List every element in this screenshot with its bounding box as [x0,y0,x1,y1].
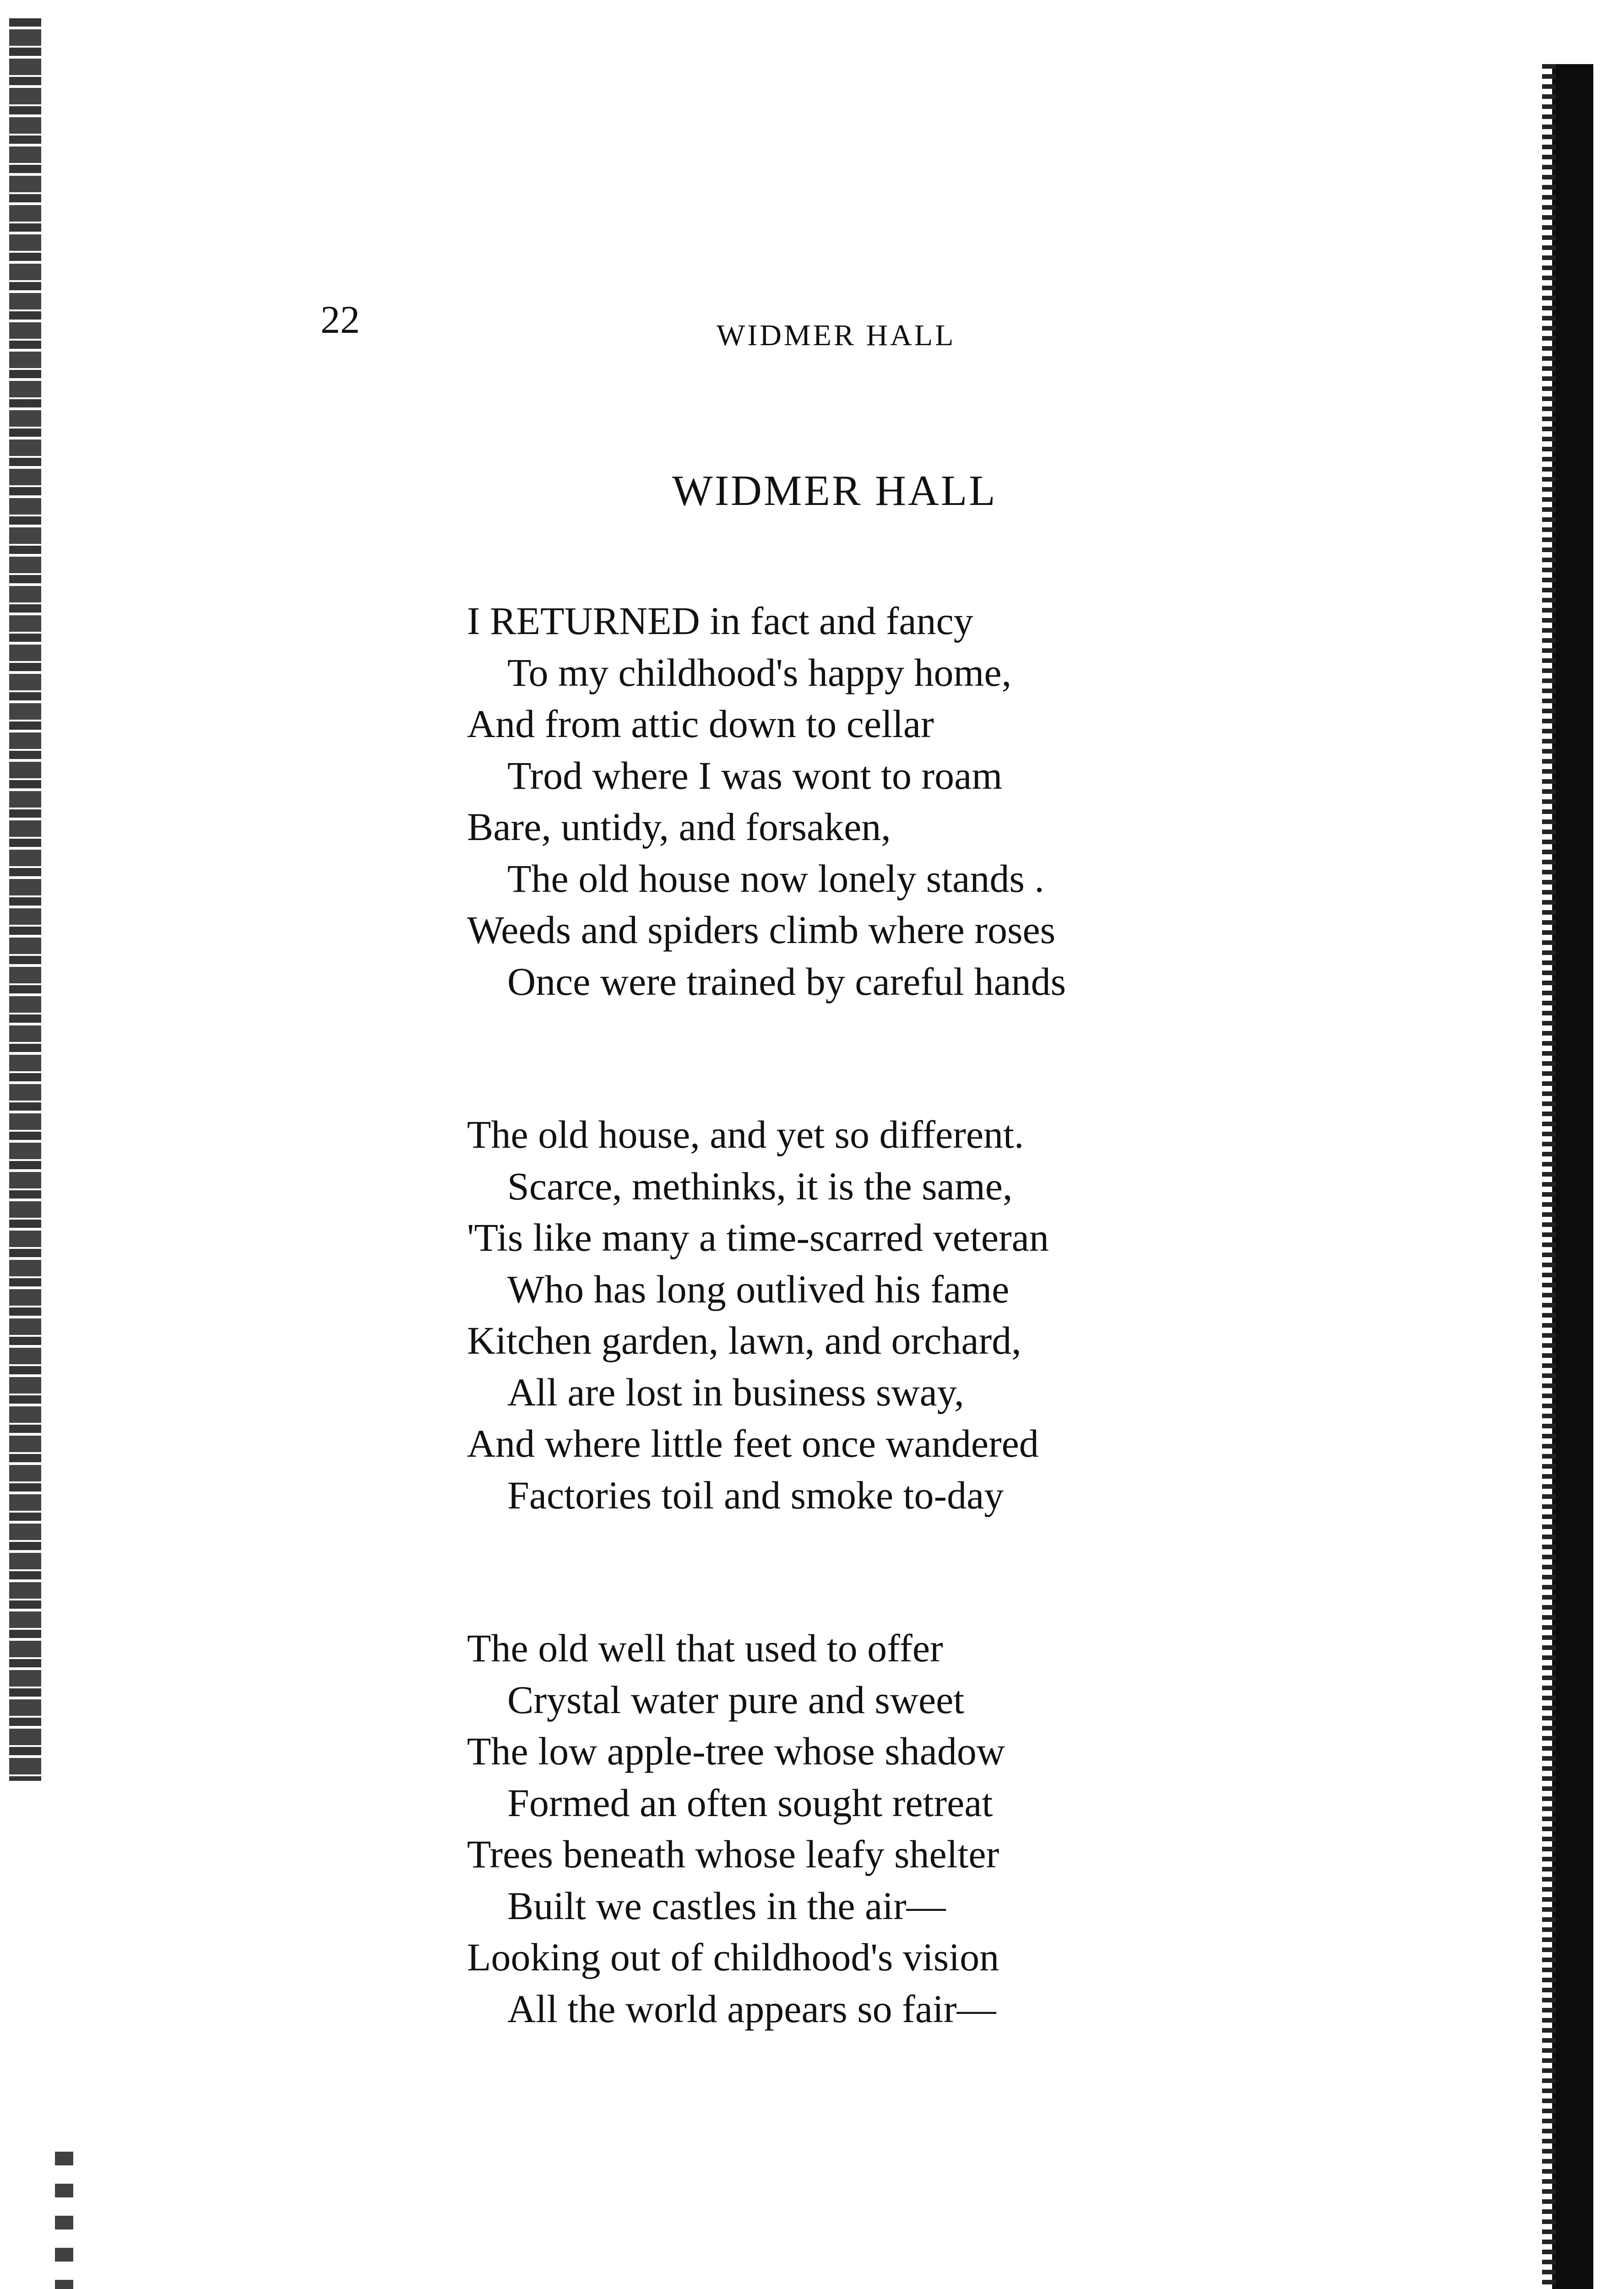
poem-line: All the world appears so fair— [507,1986,996,2031]
poem-line: The old house now lonely stands . [507,856,1044,900]
poem-line: All are lost in business sway, [507,1370,964,1414]
poem-line: Once were trained by careful hands [507,959,1066,1003]
poem-line: Crystal water pure and sweet [507,1677,965,1722]
running-head: WIDMER HALL [717,319,956,352]
poem-line: And from attic down to cellar [467,702,934,746]
poem-line: Kitchen garden, lawn, and orchard, [467,1318,1021,1362]
poem-line: Factories toil and smoke to-day [507,1473,1004,1517]
poem-line: Formed an often sought retreat [507,1780,993,1825]
poem-body [467,595,1474,2136]
scan-edge-left-lower [55,2152,73,2289]
poem-line: Looking out of childhood's vision [467,1935,999,1979]
poem-line: Built we castles in the air— [507,1883,946,1928]
poem-line: Trees beneath whose leafy shelter [467,1832,999,1876]
scan-edge-left [9,18,41,1781]
poem-line: Weeds and spiders climb where roses [467,908,1056,952]
stanza-2 [467,1109,1474,1521]
stanza-1 [467,595,1474,1007]
poem-line: I RETURNED in fact and fancy [467,599,973,643]
poem-line: The old well that used to offer [467,1626,943,1670]
poem-line: 'Tis like many a time-scarred veteran [467,1215,1049,1259]
poem-line: And where little feet once wandered [467,1421,1039,1465]
poem-line: Who has long outlived his fame [507,1267,1010,1311]
poem-line: Trod where I was wont to roam [507,753,1003,797]
poem-line: To my childhood's happy home, [507,650,1012,694]
stanza-3 [467,1622,1474,2034]
poem-line: Scarce, methinks, it is the same, [507,1164,1013,1208]
poem-line: The old house, and yet so different. [467,1112,1024,1156]
poem-line: Bare, untidy, and forsaken, [467,805,891,849]
poem-title: WIDMER HALL [672,467,997,515]
page-number: 22 [320,298,360,342]
poem-line: The low apple-tree whose shadow [467,1729,1005,1773]
scan-edge-right [1552,64,1593,2289]
